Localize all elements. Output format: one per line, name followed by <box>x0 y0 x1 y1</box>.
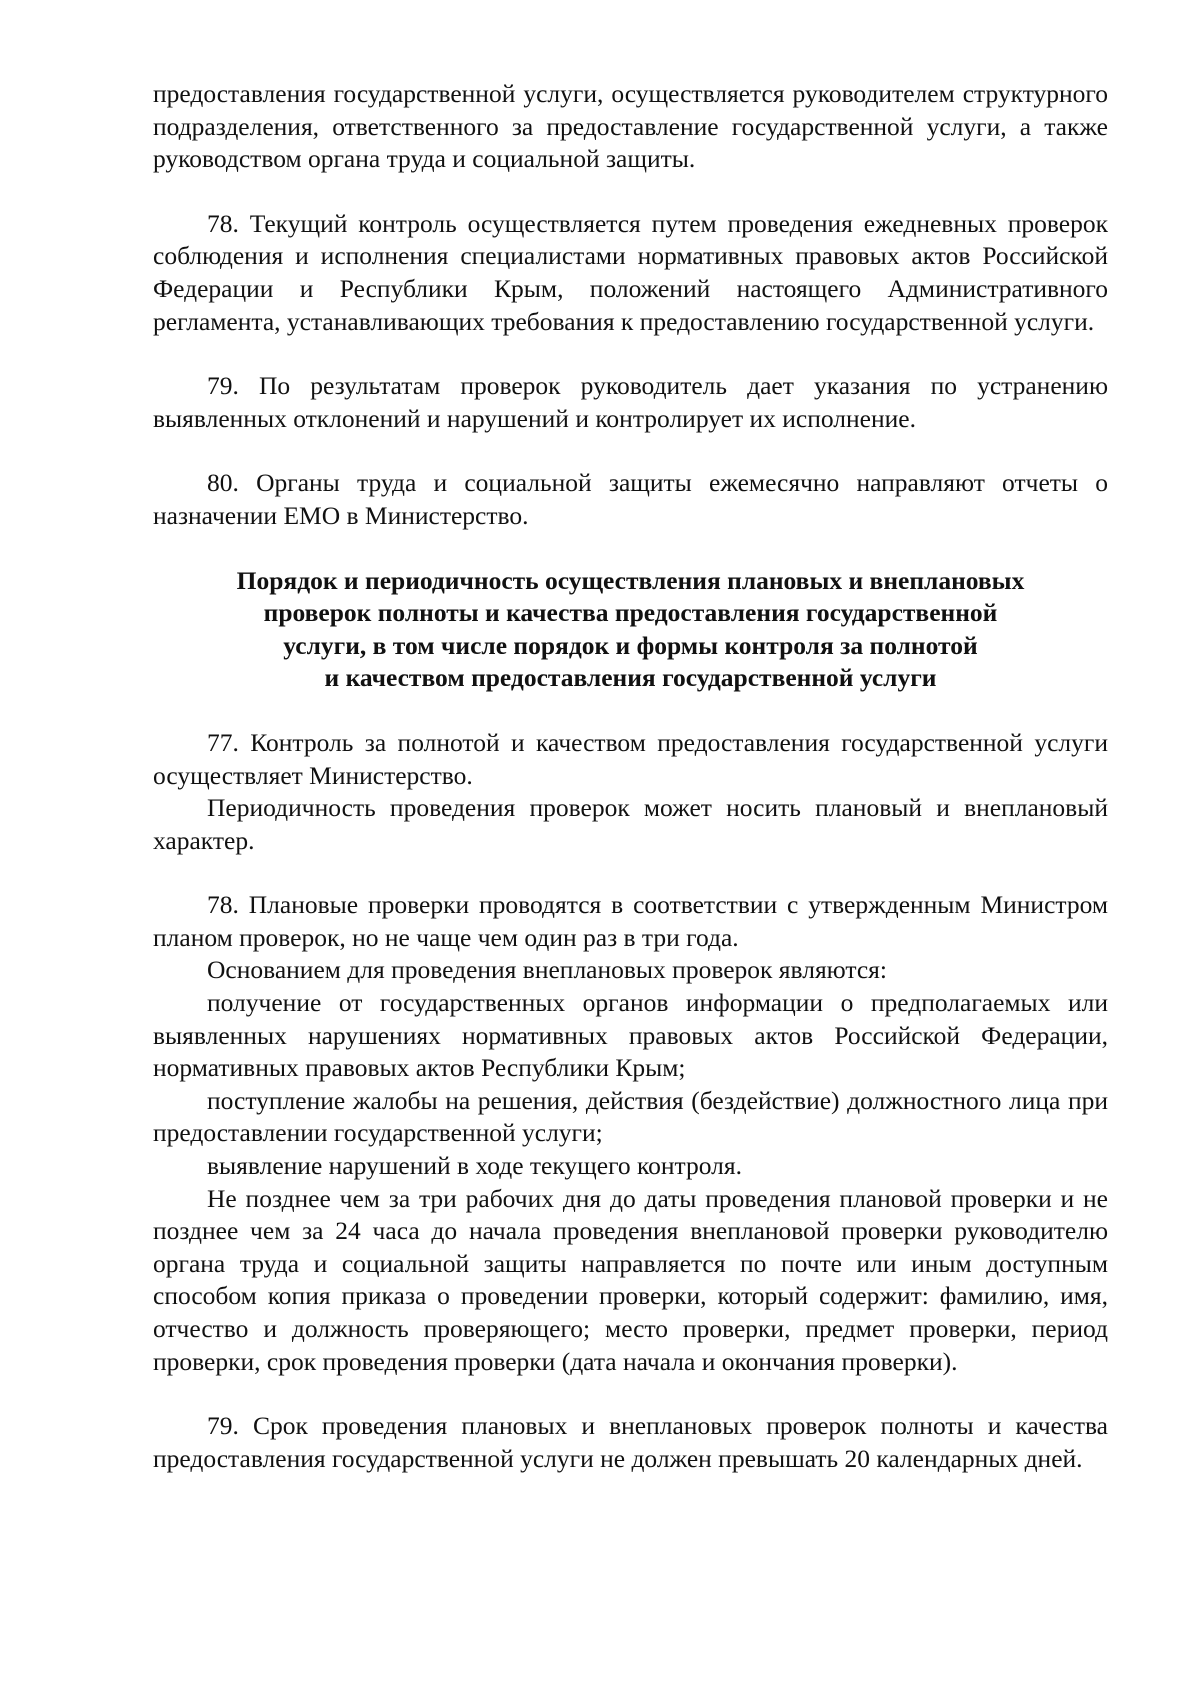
paragraph-78-ground-complaint: поступление жалобы на решения, действия (бездействие) должностного лица при предоставлении государственной услуги; <box>153 1085 1108 1148</box>
paragraph-80-reports: 80. Органы труда и социальной защиты ежемесячно направляют отчеты о назначении ЕМО в Министерство. <box>153 468 1108 530</box>
heading-line: проверок полноты и качества предоставления государственной <box>263 598 998 628</box>
paragraph-78-notice: Не позднее чем за три рабочих дня до даты проведения плановой проверки и не позднее чем за 24 часа до начала проведения внеплановой проверки руководителю органа труда и социальной защиты направляется по почте или иным доступным способом копия приказа о проведении проверки, который содержит: фамилию, имя, отчество и должность проверяющего; место проверки, предмет проверки, период проверки, срок проведения проверки (дата начала и окончания проверки). <box>153 1183 1108 1376</box>
paragraph-79-results: 79. По результатам проверок руководитель дает указания по устранению выявленных отклонений и нарушений и контролирует их исполнение. <box>153 371 1108 433</box>
paragraph-gap <box>153 176 1108 208</box>
paragraph-78-planned: 78. Плановые проверки проводятся в соответствии с утвержденным Министром планом проверок, но не чаще чем один раз в три года. <box>153 890 1108 952</box>
paragraph-79-duration: 79. Срок проведения плановых и внеплановых проверок полноты и качества предоставления государственной услуги не должен превышать 20 календарных дней. <box>153 1411 1108 1473</box>
paragraph-78-ground-violation: выявление нарушений в ходе текущего контроля. <box>207 1151 742 1181</box>
heading-line: Порядок и периодичность осуществления плановых и внеплановых <box>236 565 1025 595</box>
paragraph-78-ground-info: получение от государственных органов информации о предполагаемых или выявленных нарушениях нормативных правовых актов Российской Федерации, нормативных правовых актов Республики Крым; <box>153 988 1108 1083</box>
document-page <box>153 78 1108 1475</box>
paragraph-gap <box>153 435 1108 467</box>
paragraph-continuation: предоставления государственной услуги, осуществляется руководителем структурного подразделения, ответственного за предоставление государственной услуги, а также руководством органа труда и социальной защиты. <box>153 79 1108 174</box>
paragraph-gap <box>153 533 1108 565</box>
paragraph-gap <box>153 1378 1108 1410</box>
paragraph-gap <box>153 857 1108 889</box>
heading-line: и качеством предоставления государственной услуги <box>324 663 937 693</box>
paragraph-gap <box>153 695 1108 727</box>
paragraph-78-current-control: 78. Текущий контроль осуществляется путем проведения ежедневных проверок соблюдения и исполнения специалистами нормативных правовых актов Российской Федерации и Республики Крым, положений настоящего Административного регламента, устанавливающих требования к предоставлению государственной услуги. <box>153 208 1108 336</box>
paragraph-gap <box>153 338 1108 370</box>
heading-line: услуги, в том числе порядок и формы контроля за полнотой <box>283 630 978 660</box>
paragraph-77-control: 77. Контроль за полнотой и качеством предоставления государственной услуги осуществляет Министерство. <box>153 727 1108 790</box>
section-heading <box>153 565 1108 695</box>
paragraph-78-grounds: Основанием для проведения внеплановых проверок являются: <box>207 955 887 985</box>
paragraph-77-periodicity: Периодичность проведения проверок может носить плановый и внеплановый характер. <box>153 793 1108 855</box>
